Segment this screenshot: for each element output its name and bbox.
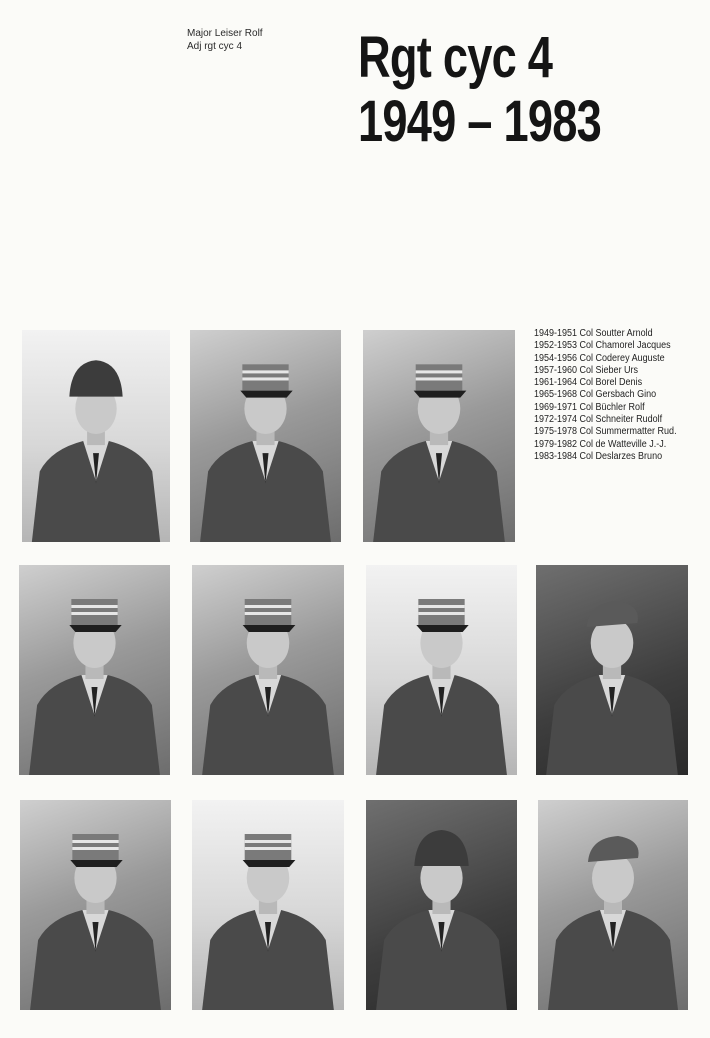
- commander-entry: 1979-1982 Col de Watteville J.-J.: [534, 438, 667, 450]
- kepi-band: [418, 612, 464, 615]
- author-name: Major Leiser Rolf: [187, 28, 263, 39]
- officer-silhouette: [536, 565, 688, 775]
- kepi-visor: [70, 860, 122, 867]
- commander-entry: 1952-1953 Col Chamorel Jacques: [534, 340, 671, 352]
- author-role: Adj rgt cyc 4: [187, 41, 243, 52]
- title-years: 1949 – 1983: [358, 89, 602, 154]
- commander-entry: 1954-1956 Col Coderey Auguste: [534, 352, 665, 364]
- kepi-visor: [240, 391, 292, 398]
- kepi-band: [242, 377, 288, 380]
- officer-silhouette: [538, 800, 688, 1010]
- officer-silhouette: [366, 565, 517, 775]
- kepi-band: [245, 840, 292, 843]
- kepi-band: [71, 612, 117, 615]
- kepi-band: [72, 847, 118, 850]
- officer-silhouette: [20, 800, 171, 1010]
- portrait-photo-10: [366, 800, 517, 1010]
- portrait-photo-3: [363, 330, 515, 542]
- page-title: [358, 26, 601, 154]
- officer-silhouette: [363, 330, 515, 542]
- kepi-visor: [243, 860, 296, 867]
- kepi-band: [242, 370, 288, 373]
- kepi-visor: [69, 625, 121, 632]
- commander-entry: 1965-1968 Col Gersbach Gino: [534, 389, 657, 401]
- title-unit: Rgt cyc 4: [358, 25, 553, 90]
- portrait-photo-1: [22, 330, 170, 542]
- kepi-band: [416, 377, 463, 380]
- author-block: [187, 27, 263, 53]
- portrait-photo-4: [19, 565, 170, 775]
- commander-entry: 1983-1984 Col Deslarzes Bruno: [534, 450, 663, 462]
- helmet-shape: [69, 360, 122, 396]
- kepi-visor: [243, 625, 296, 632]
- officer-silhouette: [190, 330, 341, 542]
- portrait-photo-11: [538, 800, 688, 1010]
- commander-entry: 1975-1978 Col Summermatter Rud.: [534, 426, 677, 438]
- portrait-photo-7: [536, 565, 688, 775]
- beret-shape: [588, 836, 639, 862]
- commander-entry: 1949-1951 Col Soutter Arnold: [534, 328, 653, 339]
- kepi-visor: [414, 391, 467, 398]
- officer-silhouette: [19, 565, 170, 775]
- portrait-photo-9: [192, 800, 344, 1010]
- officer-silhouette: [192, 565, 344, 775]
- portrait-photo-8: [20, 800, 171, 1010]
- kepi-band: [72, 840, 118, 843]
- commander-entry: 1961-1964 Col Borel Denis: [534, 377, 643, 389]
- officer-silhouette: [366, 800, 517, 1010]
- officer-silhouette: [22, 330, 170, 542]
- kepi-band: [245, 605, 292, 608]
- kepi-band: [416, 370, 463, 373]
- commander-entry: 1957-1960 Col Sieber Urs: [534, 364, 639, 376]
- beret-shape: [587, 601, 638, 627]
- portrait-photo-5: [192, 565, 344, 775]
- portrait-photo-6: [366, 565, 517, 775]
- commanders-list: [534, 328, 706, 463]
- commander-entry: 1969-1971 Col Büchler Rolf: [534, 401, 645, 413]
- helmet-shape: [414, 830, 468, 866]
- officer-silhouette: [192, 800, 344, 1010]
- kepi-band: [245, 847, 292, 850]
- commander-entry: 1972-1974 Col Schneiter Rudolf: [534, 414, 663, 426]
- kepi-band: [71, 605, 117, 608]
- kepi-band: [245, 612, 292, 615]
- kepi-band: [418, 605, 464, 608]
- kepi-visor: [416, 625, 468, 632]
- portrait-photo-2: [190, 330, 341, 542]
